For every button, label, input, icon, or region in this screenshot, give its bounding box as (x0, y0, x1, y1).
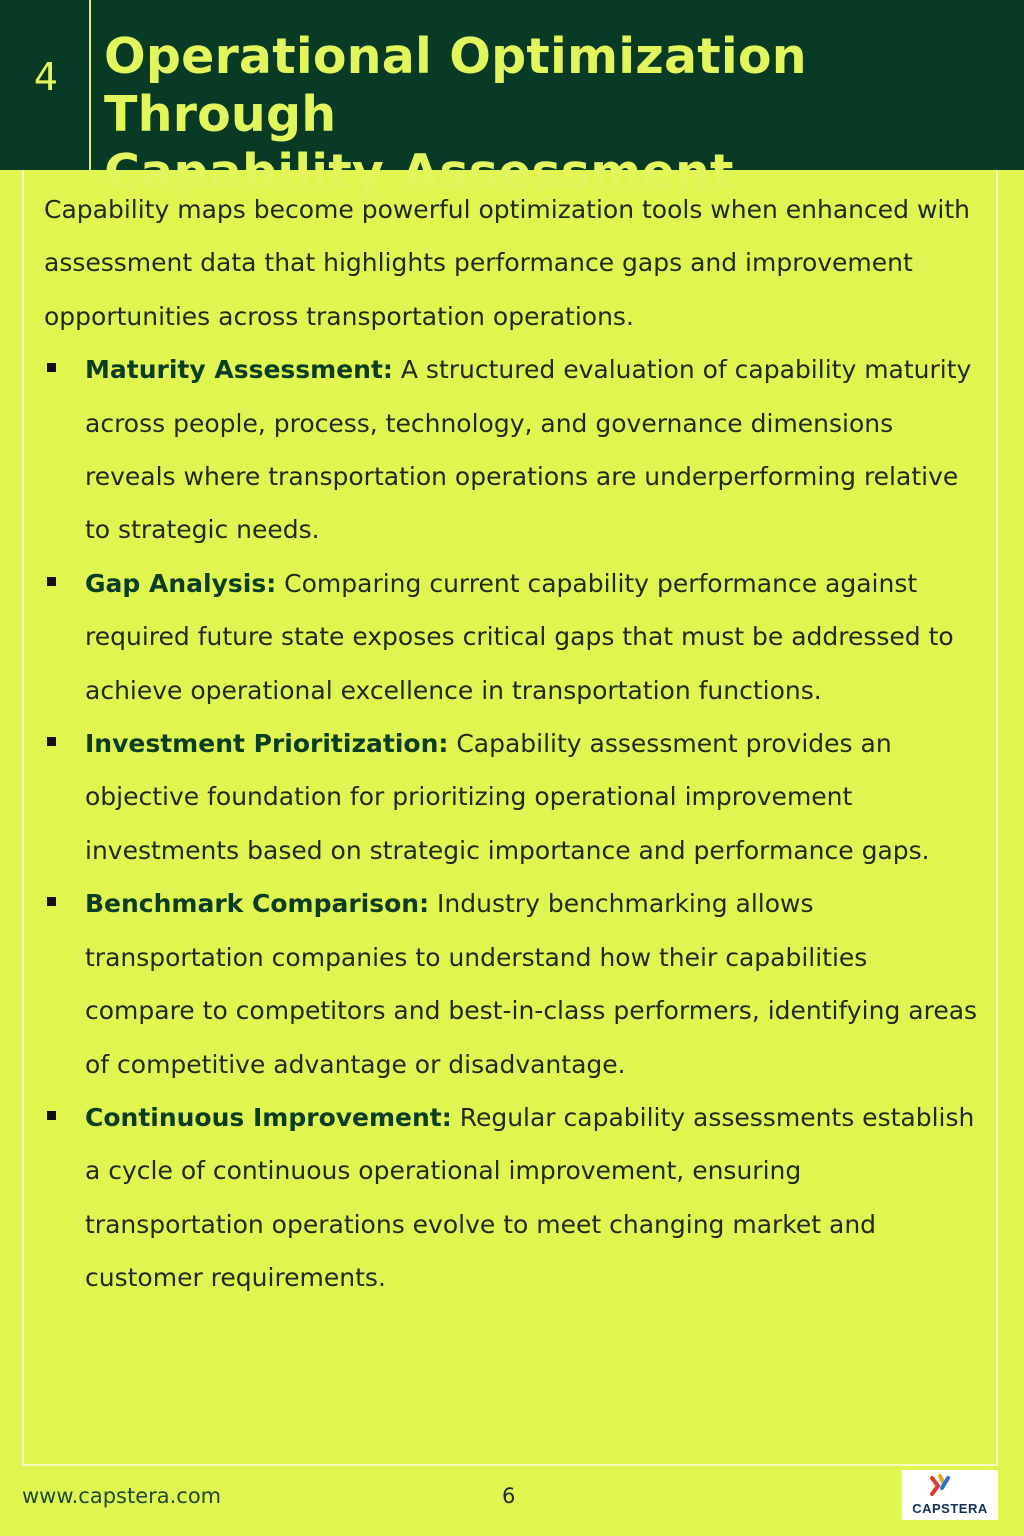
square-bullet-icon (47, 577, 56, 586)
bullet-text: Regular capability assessments establish a cycle of continuous operational improvement, ensuring transportation operations evolve to meet changing market and customer requirements. (85, 1102, 975, 1293)
square-bullet-icon (47, 897, 56, 906)
square-bullet-icon (47, 737, 56, 746)
bullet-term: Investment Prioritization: (85, 729, 449, 759)
page-header (0, 0, 1024, 201)
intro-paragraph: Capability maps become powerful optimization tools when enhanced with assessment data that highlights performance gaps and improvement opportunities across transportation operations. (44, 195, 970, 331)
square-bullet-icon (47, 363, 56, 372)
content-body (44, 183, 984, 1305)
capstera-logo (902, 1470, 998, 1520)
logo-wordmark: CAPSTERA (912, 1501, 988, 1516)
bullet-item-benchmark-comparison (44, 877, 984, 1091)
footer-website-link[interactable]: www.capstera.com (22, 1484, 222, 1508)
bullet-text: Capability assessment provides an objective foundation for prioritizing operational improvement investments based on strategic importance and performance gaps. (85, 729, 930, 865)
capstera-logo-icon (926, 1472, 954, 1500)
bullet-item-gap-analysis (44, 557, 984, 717)
bullet-term: Continuous Improvement: (85, 1102, 452, 1132)
section-number: 4 (33, 55, 59, 99)
square-bullet-icon (47, 1111, 56, 1120)
bullet-term: Benchmark Comparison: (85, 889, 430, 919)
title-line-2: Capability Assessment (104, 144, 734, 201)
bullet-text: Industry benchmarking allows transportation companies to understand how their capabilities compare to competitors and best-in-class performers, identifying areas of competitive advantage or disadvantage. (85, 889, 978, 1079)
bullet-list (44, 343, 984, 1304)
bullet-item-maturity-assessment (44, 343, 984, 557)
header-divider (89, 0, 91, 170)
bullet-item-continuous-improvement (44, 1091, 984, 1305)
bullet-item-investment-prioritization (44, 717, 984, 877)
bullet-term: Gap Analysis: (85, 568, 277, 598)
bullet-text: A structured evaluation of capability maturity across people, process, technology, and governance dimensions reveals where transportation operations are underperforming relative to strategic needs. (85, 355, 972, 545)
page-number: 6 (502, 1484, 516, 1508)
bullet-term: Maturity Assessment: (85, 355, 393, 385)
bullet-text: Comparing current capability performance against required future state exposes critical gaps that must be addressed to achieve operational excellence in transportation functions. (85, 568, 954, 705)
title-line-1: Operational Optimization Through (104, 28, 807, 143)
